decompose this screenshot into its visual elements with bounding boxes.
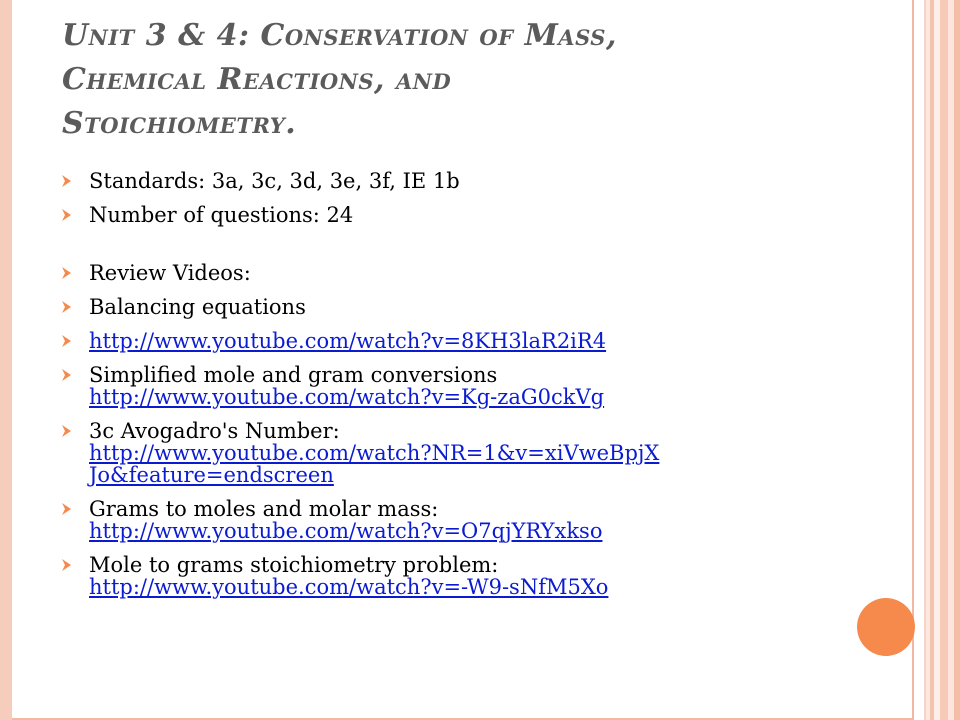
video-link-stoichiometry[interactable]: http://www.youtube.com/watch?v=-W9-sNfM5Xo [89, 575, 609, 599]
list-item-grams-moles [58, 498, 818, 542]
item-text: Review Videos: [89, 261, 251, 285]
list-item-standards [58, 170, 818, 192]
title-line-1: Unit 3 & 4: Conservation of Mass, [62, 18, 617, 53]
list-item-balancing-link [58, 330, 818, 352]
bullet-icon [60, 265, 74, 281]
video-link-mole-gram[interactable]: http://www.youtube.com/watch?v=Kg-zaG0ckVg [89, 385, 605, 409]
link-line-2: Jo&feature=endscreen [89, 463, 334, 487]
right-decorative-panel [924, 0, 960, 720]
bullet-icon [60, 299, 74, 315]
list-item-review-videos [58, 262, 818, 284]
decorative-orange-circle [857, 598, 915, 656]
slide-title [62, 14, 822, 146]
list-item-avogadro [58, 420, 818, 486]
item-text: Number of questions: 24 [89, 203, 354, 227]
list-item-questions [58, 204, 818, 226]
item-text: Simplified mole and gram conversions [89, 363, 498, 387]
left-edge-bar [0, 0, 12, 720]
bullet-icon [60, 173, 74, 189]
item-text: Balancing equations [89, 295, 306, 319]
video-link-balancing[interactable]: http://www.youtube.com/watch?v=8KH3laR2iR4 [89, 329, 607, 353]
list-item-stoichiometry [58, 554, 818, 598]
list-item-balancing [58, 296, 818, 318]
bullet-icon [60, 333, 74, 349]
item-text: 3c Avogadro's Number: [89, 419, 340, 443]
video-link-avogadro[interactable] [89, 441, 659, 487]
item-text: Grams to moles and molar mass: [89, 497, 439, 521]
video-link-grams-moles[interactable]: http://www.youtube.com/watch?v=O7qjYRYxkso [89, 519, 603, 543]
bullet-icon [60, 557, 74, 573]
title-line-3: Stoichiometry. [62, 106, 297, 141]
bullet-icon [60, 501, 74, 517]
bullet-list [58, 170, 818, 610]
item-text: Mole to grams stoichiometry problem: [89, 553, 499, 577]
bullet-icon [60, 367, 74, 383]
bullet-icon [60, 207, 74, 223]
list-item-mole-gram [58, 364, 818, 408]
item-text: Standards: 3a, 3c, 3d, 3e, 3f, IE 1b [89, 169, 460, 193]
link-line-1: http://www.youtube.com/watch?NR=1&v=xiVweBpjX [89, 441, 660, 465]
bullet-icon [60, 423, 74, 439]
title-line-2: Chemical Reactions, and [62, 62, 452, 97]
